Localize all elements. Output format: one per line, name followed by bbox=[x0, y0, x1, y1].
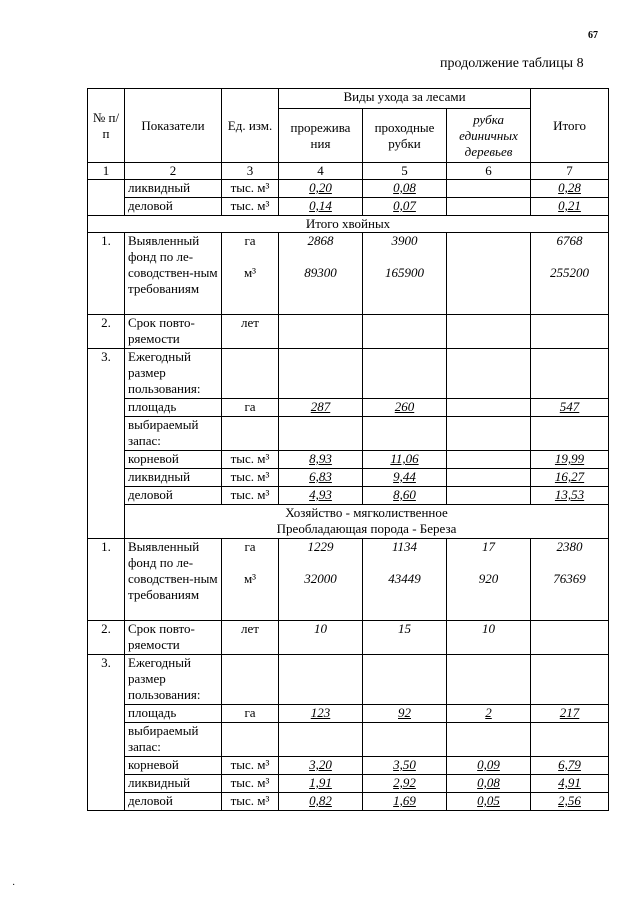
num-cell: 5 bbox=[363, 163, 447, 180]
num-cell: 3 bbox=[222, 163, 279, 180]
row-label: корневой bbox=[125, 757, 222, 775]
row-label: деловой bbox=[125, 793, 222, 811]
row-number: 2. bbox=[88, 315, 125, 349]
table-row bbox=[88, 655, 609, 705]
value-cell: 2,92 bbox=[363, 775, 447, 793]
value-cell bbox=[447, 180, 531, 198]
page-mark: · bbox=[12, 880, 16, 891]
row-unit: тыс. м³ bbox=[222, 451, 279, 469]
header-col4: прорежива ния bbox=[279, 109, 363, 163]
row-label: Ежегодный размер пользования: bbox=[125, 349, 222, 399]
row-label: Срок повто-ряемости bbox=[125, 315, 222, 349]
header-group: Виды ухода за лесами bbox=[279, 89, 531, 109]
value-cell: 2868 bbox=[307, 233, 334, 248]
value-cell: 260 bbox=[363, 399, 447, 417]
row-unit: м³ bbox=[243, 265, 257, 280]
row-number: 3. bbox=[88, 349, 125, 539]
value-cell bbox=[531, 315, 609, 349]
header-unit: Ед. изм. bbox=[222, 89, 279, 163]
row-unit: тыс. м³ bbox=[222, 487, 279, 505]
value-cell: 11,06 bbox=[363, 451, 447, 469]
value-cell bbox=[447, 451, 531, 469]
row-unit: тыс. м³ bbox=[222, 180, 279, 198]
value-cell: 920 bbox=[478, 571, 499, 586]
value-cell: 0,08 bbox=[363, 180, 447, 198]
table-row bbox=[88, 349, 609, 399]
header-no: № п/п bbox=[88, 89, 125, 163]
section-title: Хозяйство - мягколиственное bbox=[285, 505, 448, 520]
value-cell: 43449 bbox=[388, 571, 421, 586]
value-cell: 0,14 bbox=[279, 198, 363, 216]
data-table bbox=[87, 88, 609, 811]
row-number: 3. bbox=[88, 655, 125, 811]
row-label: корневой bbox=[125, 451, 222, 469]
value-cell: 15 bbox=[363, 621, 447, 655]
value-cell: 2 bbox=[447, 705, 531, 723]
value-cell: 0,28 bbox=[531, 180, 609, 198]
row-label: Ежегодный размер пользования: bbox=[125, 655, 222, 705]
row-label: деловой bbox=[125, 198, 222, 216]
row-unit: лет bbox=[222, 621, 279, 655]
row-number: 2. bbox=[88, 621, 125, 655]
value-cell: 2,56 bbox=[531, 793, 609, 811]
row-unit: лет bbox=[222, 315, 279, 349]
row-label: ликвидный bbox=[125, 469, 222, 487]
value-cell: 8,60 bbox=[363, 487, 447, 505]
row-number: 1. bbox=[88, 539, 125, 621]
table-row bbox=[88, 451, 609, 469]
row-label: Выявленный фонд по ле-соводствен-ным требованиям bbox=[125, 539, 222, 621]
value-cell bbox=[447, 315, 531, 349]
value-cell: 217 bbox=[531, 705, 609, 723]
header-col5: проходные рубки bbox=[363, 109, 447, 163]
table-row bbox=[88, 621, 609, 655]
value-cell: 165900 bbox=[385, 265, 424, 280]
value-cell bbox=[447, 487, 531, 505]
section-subtitle: Преобладающая порода - Береза bbox=[276, 521, 457, 536]
value-cell: 255200 bbox=[550, 265, 590, 280]
row-label: площадь bbox=[125, 705, 222, 723]
value-cell: 32000 bbox=[304, 571, 337, 586]
empty-cell bbox=[88, 180, 125, 216]
table-row bbox=[88, 539, 609, 621]
value-cell: 0,20 bbox=[279, 180, 363, 198]
section-heading bbox=[88, 216, 609, 233]
num-cell: 1 bbox=[88, 163, 125, 180]
table-row bbox=[88, 315, 609, 349]
table-row bbox=[88, 487, 609, 505]
row-unit: м³ bbox=[243, 571, 257, 586]
row-label: деловой bbox=[125, 487, 222, 505]
value-cell: 4,91 bbox=[531, 775, 609, 793]
row-label: выбираемый запас: bbox=[125, 417, 222, 451]
header-total: Итого bbox=[531, 89, 609, 163]
num-cell: 4 bbox=[279, 163, 363, 180]
table-row bbox=[88, 723, 609, 757]
row-unit: тыс. м³ bbox=[222, 469, 279, 487]
row-unit: тыс. м³ bbox=[222, 793, 279, 811]
table-row bbox=[88, 705, 609, 723]
value-cell bbox=[531, 621, 609, 655]
value-cell: 547 bbox=[531, 399, 609, 417]
value-cell bbox=[447, 399, 531, 417]
page-number: 67 bbox=[588, 30, 598, 41]
value-cell: 1,91 bbox=[279, 775, 363, 793]
row-unit: га bbox=[222, 705, 279, 723]
header-col6: рубка единичных деревьев bbox=[447, 109, 531, 163]
value-cell: 10 bbox=[447, 621, 531, 655]
row-unit: га bbox=[244, 233, 256, 248]
value-cell: 6,79 bbox=[531, 757, 609, 775]
value-cell: 6,83 bbox=[279, 469, 363, 487]
value-cell: 3900 bbox=[391, 233, 418, 248]
value-cell: 123 bbox=[279, 705, 363, 723]
num-cell: 6 bbox=[447, 163, 531, 180]
value-cell: 16,27 bbox=[531, 469, 609, 487]
section-heading bbox=[88, 505, 609, 539]
row-label: выбираемый запас: bbox=[125, 723, 222, 757]
value-cell: 92 bbox=[363, 705, 447, 723]
table-row bbox=[88, 180, 609, 198]
value-cell bbox=[279, 315, 363, 349]
table-row bbox=[88, 757, 609, 775]
value-cell: 0,08 bbox=[447, 775, 531, 793]
value-cell: 1229 bbox=[307, 539, 334, 554]
value-cell: 0,09 bbox=[447, 757, 531, 775]
table-row bbox=[88, 775, 609, 793]
table-row bbox=[88, 399, 609, 417]
row-unit: га bbox=[244, 539, 256, 554]
value-cell: 19,99 bbox=[531, 451, 609, 469]
value-cell: 6768 bbox=[556, 233, 583, 248]
value-cell: 1,69 bbox=[363, 793, 447, 811]
value-cell bbox=[447, 198, 531, 216]
section-title: Итого хвойных bbox=[88, 216, 609, 233]
value-cell: 3,50 bbox=[363, 757, 447, 775]
row-unit: тыс. м³ bbox=[222, 775, 279, 793]
value-cell: 9,44 bbox=[363, 469, 447, 487]
row-unit: га bbox=[222, 399, 279, 417]
row-unit: тыс. м³ bbox=[222, 757, 279, 775]
table-row bbox=[88, 469, 609, 487]
row-number: 1. bbox=[88, 233, 125, 315]
header-indicator: Показатели bbox=[125, 89, 222, 163]
value-cell: 1134 bbox=[391, 539, 418, 554]
table-row bbox=[88, 417, 609, 451]
value-cell: 89300 bbox=[304, 265, 337, 280]
row-label: ликвидный bbox=[125, 180, 222, 198]
table-caption: продолжение таблицы 8 bbox=[440, 56, 584, 71]
value-cell: 0,82 bbox=[279, 793, 363, 811]
value-cell: 0,21 bbox=[531, 198, 609, 216]
value-cell: 10 bbox=[279, 621, 363, 655]
value-cell: 13,53 bbox=[531, 487, 609, 505]
value-cell: 3,20 bbox=[279, 757, 363, 775]
value-cell: 4,93 bbox=[279, 487, 363, 505]
row-label: Срок повто-ряемости bbox=[125, 621, 222, 655]
num-cell: 2 bbox=[125, 163, 222, 180]
value-cell: 0,07 bbox=[363, 198, 447, 216]
row-label: Выявленный фонд по ле-соводствен-ным требованиям bbox=[125, 233, 222, 315]
value-cell: 0,05 bbox=[447, 793, 531, 811]
row-label: площадь bbox=[125, 399, 222, 417]
value-cell bbox=[447, 469, 531, 487]
table-row bbox=[88, 793, 609, 811]
value-cell: 2380 bbox=[556, 539, 583, 554]
table-row bbox=[88, 233, 609, 315]
row-label: ликвидный bbox=[125, 775, 222, 793]
value-cell: 17 bbox=[482, 539, 496, 554]
value-cell: 76369 bbox=[553, 571, 586, 586]
numbering-row bbox=[88, 163, 609, 180]
value-cell: 8,93 bbox=[279, 451, 363, 469]
row-unit: тыс. м³ bbox=[222, 198, 279, 216]
value-cell bbox=[363, 315, 447, 349]
value-cell: 287 bbox=[279, 399, 363, 417]
table-row bbox=[88, 198, 609, 216]
num-cell: 7 bbox=[531, 163, 609, 180]
